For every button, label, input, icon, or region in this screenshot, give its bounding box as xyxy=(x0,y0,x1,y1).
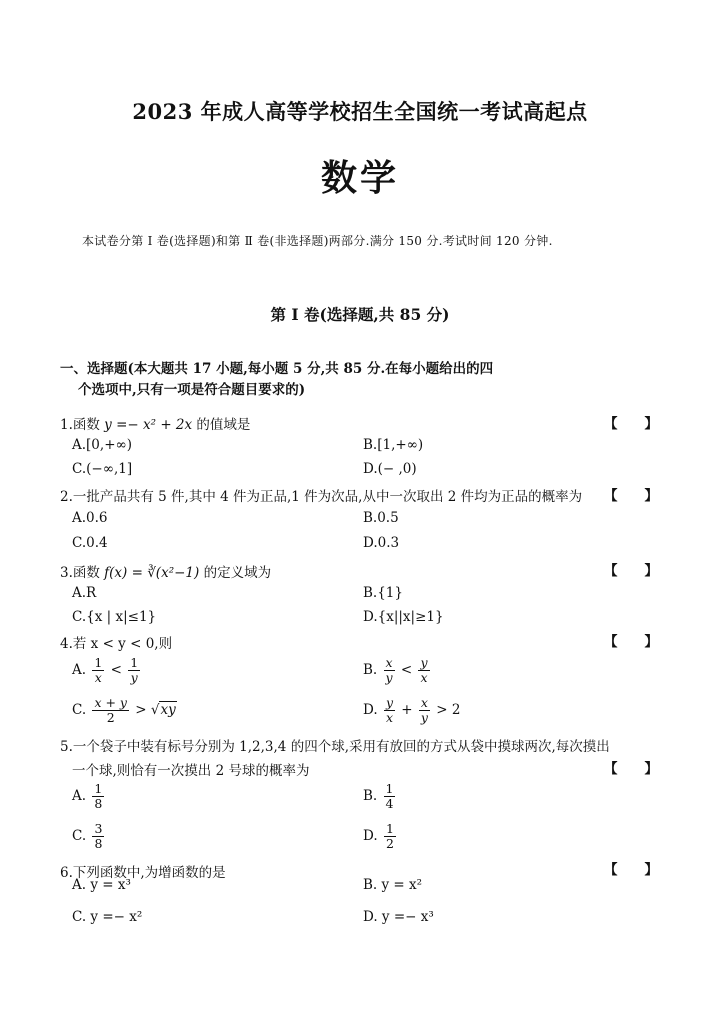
q1-formula: y =− x² + 2x xyxy=(104,417,193,433)
q3-option-a: A.R xyxy=(72,585,97,601)
exam-instructions: 本试卷分第 Ⅰ 卷(选择题)和第 Ⅱ 卷(非选择题)两部分.满分 150 分.考试时间 120 分钟. xyxy=(82,234,553,248)
question-5-stem-line2: 一个球,则恰有一次摸出 2 号球的概率为 xyxy=(72,763,310,779)
answer-bracket-6[interactable]: 【 】 xyxy=(604,862,658,878)
subject-title: 数学 xyxy=(320,158,399,199)
q5-option-a: A. $\frac{1}{8}$ xyxy=(72,781,103,811)
section-heading-line1: 一、选择题(本大题共 17 小题,每小题 5 分,共 85 分.在每小题给出的四 xyxy=(60,361,494,377)
exam-title: 2023 年成人高等学校招生全国统一考试高起点 xyxy=(132,99,588,124)
question-1-stem: 1.函数 y =− x² + 2x 的值域是 xyxy=(60,417,251,433)
question-3-stem: 3.函数 f(x) = ∛(x²−1) 的定义域为 xyxy=(60,565,272,581)
q6-option-c: C. y =− x² xyxy=(72,909,143,925)
q3-formula: f(x) = ∛(x²−1) xyxy=(104,565,200,581)
section-heading-line2: 个选项中,只有一项是符合题目要求的) xyxy=(78,382,306,398)
q4-option-d: D. $\frac{y}{x}$ + $\frac{x}{y}$ > 2 xyxy=(363,695,461,725)
part-heading: 第 Ⅰ 卷(选择题,共 85 分) xyxy=(270,305,450,324)
q3-option-b: B.{1} xyxy=(363,585,403,601)
q1-option-b: B.[1,+∞) xyxy=(363,437,424,453)
q6-option-b: B. y = x² xyxy=(363,877,423,893)
answer-bracket-2[interactable]: 【 】 xyxy=(604,488,658,504)
q2-option-d: D.0.3 xyxy=(363,535,400,551)
q1-option-c: C.(−∞,1] xyxy=(72,461,133,477)
question-6-stem: 6.下列函数中,为增函数的是 xyxy=(60,865,226,881)
q2-option-c: C.0.4 xyxy=(72,535,108,551)
q1-option-d: D.(− ,0) xyxy=(363,461,417,477)
q4-option-b: B. $\frac{x}{y}$ < $\frac{y}{x}$ xyxy=(363,655,428,685)
q1-option-a: A.[0,+∞) xyxy=(72,437,133,453)
q6-option-a: A. y = x³ xyxy=(72,877,131,893)
q2-option-a: A.0.6 xyxy=(72,510,108,526)
question-2-stem: 2.一批产品共有 5 件,其中 4 件为正品,1 件为次品,从中一次取出 2 件均为正品的概率为 xyxy=(60,489,583,505)
q5-option-c: C. $\frac{3}{8}$ xyxy=(72,821,103,851)
q4-option-a: A. $\frac{1}{x}$ < $\frac{1}{y}$ xyxy=(72,655,139,685)
q3-option-d: D.{x||x|≥1} xyxy=(363,609,444,625)
q3-option-c: C.{x | x|≤1} xyxy=(72,609,157,625)
answer-bracket-3[interactable]: 【 】 xyxy=(604,563,658,579)
answer-bracket-4[interactable]: 【 】 xyxy=(604,634,658,650)
question-5-stem-line1: 5.一个袋子中装有标号分别为 1,2,3,4 的四个球,采用有放回的方式从袋中摸球两次,每次摸出 xyxy=(60,739,610,755)
q2-option-b: B.0.5 xyxy=(363,510,399,526)
answer-bracket-5[interactable]: 【 】 xyxy=(604,761,658,777)
question-4-stem: 4.若 x < y < 0,则 xyxy=(60,636,173,652)
q4-option-c: C. $\frac{x + y}{2}$ > √xy xyxy=(72,695,176,725)
answer-bracket-1[interactable]: 【 】 xyxy=(604,416,658,432)
q5-option-d: D. $\frac{1}{2}$ xyxy=(363,821,394,851)
q5-option-b: B. $\frac{1}{4}$ xyxy=(363,781,394,811)
q6-option-d: D. y =− x³ xyxy=(363,909,434,925)
